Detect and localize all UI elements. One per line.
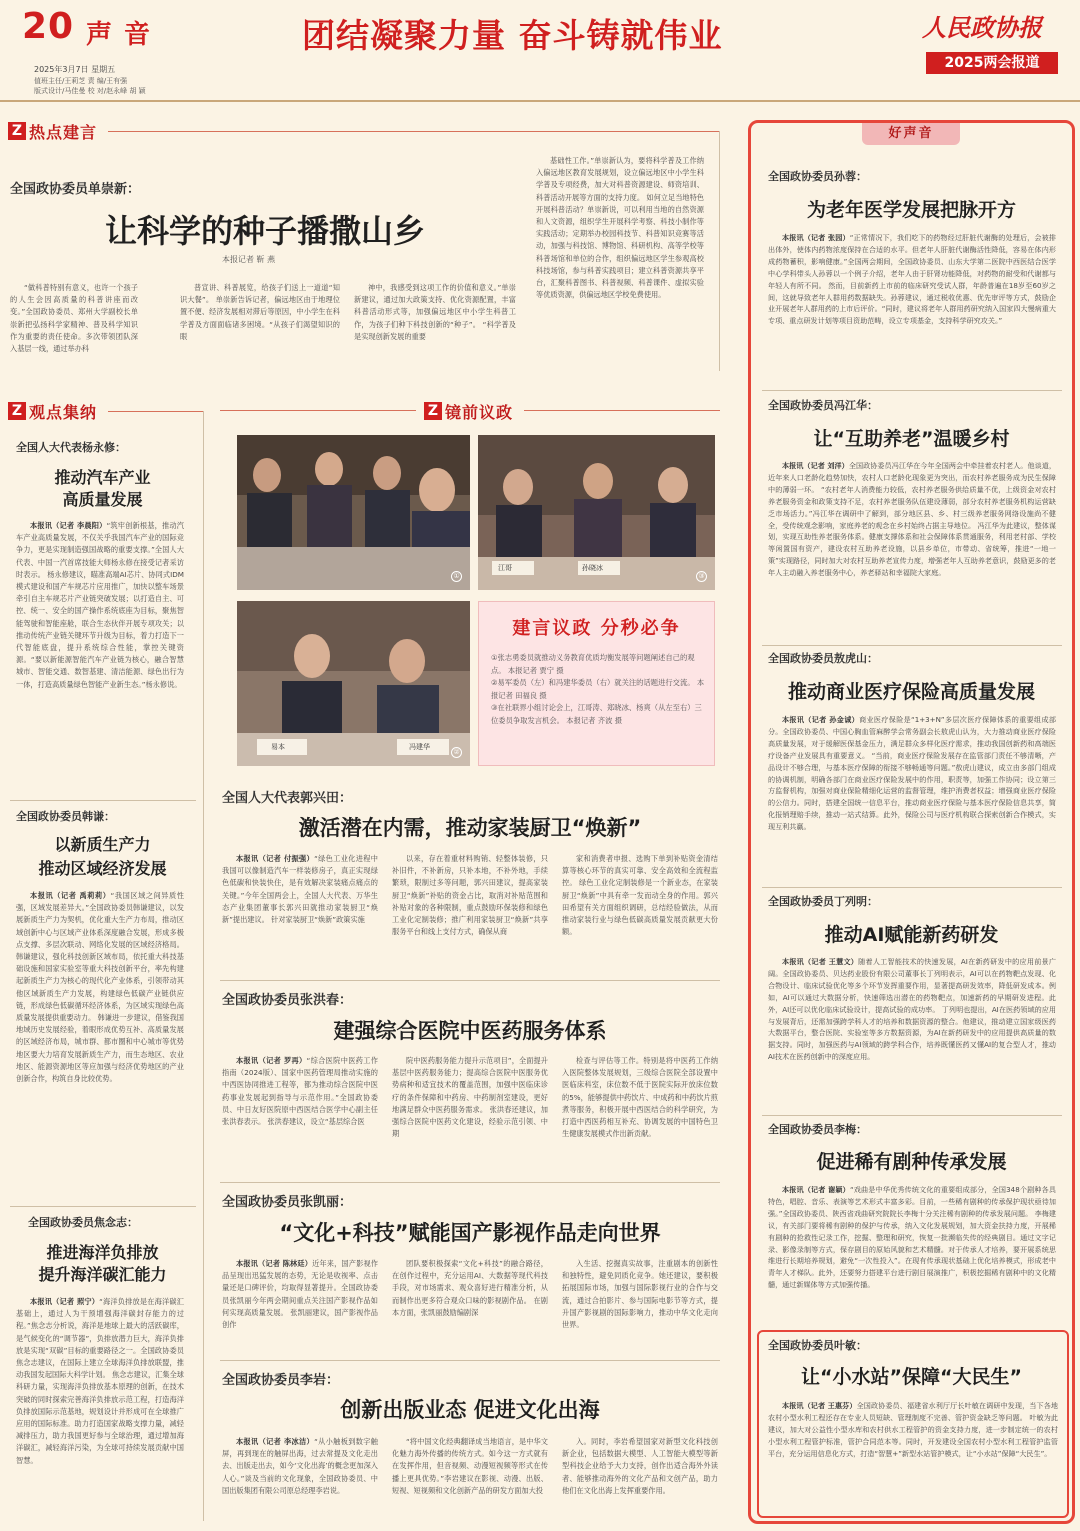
article-kicker: 全国政协委员单崇新： [10, 182, 141, 197]
article-kicker: 全国政协委员李岩： [222, 1373, 340, 1388]
view-byline: 本报讯（记者 李晨阳） [30, 521, 107, 530]
view-divider [10, 800, 196, 801]
meeting-photo [478, 435, 715, 590]
good-voices-tab: 好声音 [862, 123, 960, 145]
view-byline: 本报讯（记者 禹莉莉） [30, 891, 111, 900]
article-column: 基础性工作。”单崇新认为，要将科学普及工作纳入偏远地区教育发展规划，设立偏远地区中小学生科学普及专项经费，加大对科普资源建设、师资培训、科普活动开展等方面的支持力度。 如何立足当地特色开展科普活动？单崇新说，可以利用当地的自然资源和人文资源，组织学生开展科学考察、科技小制作等实践活动；定期举办校园科技节、科普知识竞赛等活动，加强与科技馆、博物馆、科研机构、高等学校等科普场馆和单位的合作，组织偏远地区学生参观高校科技场馆，参与科普实践项目；建立科普资源共享平台，汇聚科普图书、科普视频、科普课件、虚拟实验等优质资源，供偏远地区学校免费使用。 [536, 156, 704, 300]
article-kicker: 全国人大代表郭兴田： [222, 791, 353, 806]
voice-kicker: 全国政协委员叶敏： [768, 1339, 867, 1352]
section-tab-mirror [424, 400, 513, 422]
article-column: 神中，我感受到这项工作的价值和意义。”单崇新建议，通过加大政策支持、优化资源配置，丰富科普活动形式等，加强偏远地区中小学生科普工作，为孩子们种下科技创新的“种子”。 “科学普及是实现创新发展的重要 [354, 283, 516, 341]
staff-line-2: 版式设计/马佳曼 校 对/赵永峰 胡 颖 [34, 87, 146, 95]
caption-title: 建言议政 分秒必争 [512, 618, 681, 639]
section-z-icon: Z [8, 402, 26, 420]
voice-text: 本报讯（记者 王慧文）随着人工智能技术的快速发展，AI在新药研发中的应用前景广阔。全国政协委员、贝达药业股份有限公司董事长丁列明表示，AI可以在药物靶点发现、化合物设计、临床试验优化等多个环节发挥重要作用，显著提高研发效率，降低研发成本。例如，AI可以通过大数据分析，快速筛选出潜在的药物靶点，加速新药的早期研发进程。此外，AI还可以优化临床试验设计，提高试验的成功率。 丁列明也提出，AI在医药领域的应用与发展背后，还需加强跨学科人才的培养和数据资源的整合。他建议，推动建立国家级医药大数据平台，整合医院、实验室等多方数据资源，为AI在新药研发中的应用提供高质量的数据支持。同时，加强医药与AI领域的跨学科合作，培养既懂医药又懂AI的复合型人才，推动AI技术在医药创新中的深度应用。 [768, 957, 1056, 1062]
view-kicker: 全国政协委员焦念志： [28, 1216, 138, 1229]
view-headline: 推进海洋负排放 [46, 1243, 159, 1262]
section-name: 声音 [86, 20, 163, 50]
voice-divider [762, 1115, 1062, 1116]
view-kicker: 全国政协委员韩谦： [16, 810, 115, 823]
voice-byline: 本报讯（记者 刘洋） [782, 461, 849, 470]
voice-headline: 促进稀有剧种传承发展 [816, 1151, 1007, 1173]
voice-kicker: 全国政协委员李梅： [768, 1123, 867, 1136]
article-byline: 本报讯（记者 罗再） [236, 1056, 307, 1065]
meeting-photo [237, 601, 470, 766]
voice-byline: 本报讯（记者 王惠芬） [782, 1401, 857, 1410]
column-divider [203, 411, 204, 1521]
voice-divider [762, 390, 1062, 391]
article-headline: 让科学的种子播撒山乡 [104, 212, 425, 250]
article-byline: 本报讯（记者 陈林廷） [236, 1259, 313, 1268]
voice-byline: 本报讯（记者 王慧文） [782, 957, 859, 966]
article-column: 入。同时，李岩希望国家对新型文化科技创新企业，包括数据大模型、人工智能大模型等新型科技企业给予大力支持，创作出适合海外外读者、能够推动海外的文化产品和文创产品，助力他们在文化出海上发挥重要作用。 [562, 1437, 718, 1495]
article-divider [220, 1182, 720, 1183]
section-frame [719, 131, 720, 371]
meeting-photo [237, 435, 470, 590]
view-byline: 本报讯（记者 照宁） [30, 1297, 100, 1306]
voice-divider [762, 645, 1062, 646]
staff-line-1: 值班主任/王莉芝 责 编/王有强 [34, 77, 128, 85]
article-column: 团队要积极探索“文化+科技”的融合路径，在创作过程中，充分运用AI、大数据等现代科技手段，对市场需求、观众喜好进行精准分析，从而制作出更多符合观众口味的影视剧作品。 在剧本方面，张凯丽鼓励编剧深 [392, 1259, 548, 1317]
article-headline: 建强综合医院中医药服务体系 [333, 1019, 607, 1043]
voice-headline: 让“小水站”保障“大民生” [801, 1366, 1022, 1388]
voice-headline: 推动商业医疗保险高质量发展 [787, 681, 1035, 703]
view-headline: 以新质生产力 [54, 835, 151, 854]
article-column: 本报讯（记者 罗再）“综合医院中医药工作指南（2024版）、国家中医药管理局推动实施的中西医协同推进工程等，都为推动综合医院中医药事业发展起到指导与示范作用。”全国政协委员、中日友好医院原中西医结合医学中心副主任张洪春表示。 张洪春建议，设立“基层综合医 [222, 1056, 378, 1127]
article-byline: 本报记者 靳 燕 [222, 255, 276, 264]
voice-byline: 本报讯（记者 谢颖） [782, 1185, 850, 1194]
view-headline: 高质量发展 [62, 490, 143, 509]
view-headline: 提升海洋碳汇能力 [38, 1265, 167, 1284]
voice-headline: 为老年医学发展把脉开方 [806, 199, 1016, 221]
view-kicker: 全国人大代表杨永修： [16, 441, 126, 454]
voice-byline: 本报讯（记者 张园） [782, 233, 850, 242]
section-rule [108, 411, 204, 412]
caption-text: ①张志勇委员就推动义务教育优质均衡发展等问题阐述自己的观点。 本报记者 贾宁 摄 ②易军委员（左）和冯建华委员（右）就关注的话题进行交流。 本报记者 田福良 摄 ③在社联界小组讨论会上，江哥涛、郑晓冰、杨爽（从左至右）三位委员争取发言机会。 本报记者 齐波 摄 [491, 653, 705, 725]
view-text: 本报讯（记者 禹莉莉）“我国区域之间异质性强，区域发展差异大。”全国政协委员韩谦建议，以发展新质生产力为契机，优化重大生产力布局，推动区域创新中心与区域产业体系深度融合发展，形成多极点支撑、多层次联动、网络化发展的区域经济格局。 韩谦建议，强化科技创新区域布局，依托重大科技基础设施和国家实验室等重大科技创新平台，率先构建起新质生产力为核心的现代化产业体系，引领带动其他区域新质生产力发展，构建绿色低碳产业链供应链，形成绿色低碳循环经济体系，为区域实现绿色高质量发展提供重要动力。 韩谦进一步建议，借鉴我国地域历史发展经验，着眼形成优势互补、高质量发展的区域经济布局，城市群、都市圈和中心城市等优势地区要大力培育发展新质生产力，而生态地区、农业地区、能源资源地区等应加强与经济优势地区的产业创新合作，构筑自身比较优势。 [16, 891, 184, 1084]
article-column: “将中国文化经典翻译成当地语言，是中华文化魅力海外传播的传统方式。如今这一方式就有在发挥作用，但音视频、动漫短视频等形式在传播上更具优势。”李岩建议在影视、动漫、出版、短视、短视频和文化创新产品的研发方面加大投 [392, 1437, 548, 1495]
voice-headline: 推动AI赋能新药研发 [824, 924, 999, 946]
section-rule [220, 410, 416, 411]
voice-headline: 让“互助养老”温暖乡村 [813, 428, 1010, 450]
section-z-icon: Z [424, 402, 442, 420]
name-card: 孙晓冰 [582, 564, 603, 572]
article-column: 入生活、挖掘真实故事，注重剧本的创新性和独特性，避免同质化竞争。她还建议，要积极拓展国际市场，加强与国际影视行业的合作与交流，通过合拍影片、参与国际电影节等方式，提升国产影视剧的国际影响力，推动中华文化走向世界。 [562, 1259, 718, 1330]
name-card: 易本 [271, 743, 285, 751]
section-tab-hot [8, 120, 97, 142]
view-text: 本报讯（记者 照宁）“海洋负排放是在海洋碳汇基础上，通过人为干预增强海洋碳封存能力的过程。”焦念志分析说，海洋是地球上最大的活跃碳库，是气候变化的“调节器”，负排放潜力巨大，海洋负排放是实现“双碳”目标的重要路径之一。全国政协委员焦念志建议，在国际上建立全球海洋负排放联盟，推动我国发起国际大科学计划。 焦念志建议，汇集全球科研力量，实现海洋负排放基本原理的创新，在技术突破的同时探索完善海洋负排放示范工程，打造海洋负排放国际示范基地，规划设计并形成可在全球推广应用的国际标准。助力打造国家战略支撑力量，减轻减排压力，助力我国更好参与全球治理，通过增加海洋碳汇，减轻海洋污染，为全球可持续发展贡献中国智慧。 [16, 1297, 184, 1465]
view-divider [10, 1206, 196, 1207]
article-column: 本报讯（记者 付振强）“绿色工业化进程中我国可以像制造汽车一样装修房子，真正实现绿色低碳和快装快住，是有效解决家装痛点痛点的关键。”今年全国两会上，全国人大代表、万华生态产业集团董事长郭兴田就推动家装厨卫“焕新”提出建议。 针对家装厨卫“焕新”政策实施 [222, 854, 378, 925]
view-headline: 推动区域经济发展 [38, 859, 167, 878]
article-kicker: 全国政协委员张凯丽： [222, 1195, 353, 1210]
section-label: 热点建言 [29, 122, 98, 142]
article-divider [220, 1360, 720, 1361]
voice-kicker: 全国政协委员孙蓉： [768, 170, 867, 183]
section-label: 镜前议政 [445, 402, 514, 422]
page-number: 20 [22, 6, 75, 47]
newspaper-logo: 人民政协报 [922, 13, 1042, 42]
masthead-divider [0, 100, 1080, 102]
voice-text: 本报讯（记者 孙金诚）商业医疗保险是“1+3+N”多层次医疗保障体系的重要组成部分。全国政协委员、中国心胸血管麻醉学会常务副会长敖虎山认为，大力推动商业医疗保险高质量发展，对于缓解医保基金压力，满足群众多样化医疗需求，推动我国创新药和高端医疗设备产业发展具有重要意义。 “当前，商业医疗保险发展存在监管部门责任不够清晰，产品设计不够合理，与基本医疗保障的衔接不够畅通等问题。”敖虎山建议，成立由多部门组成的协调机制，明确各部门在商业医疗保险发展中的作用，职责等，加强工作协同；设立第三方监督机构，加强对商业保险精细化运营的监督管理，维护消费者权益；增强商业医疗保险的公信力。同时，搭建全国统一信息平台，推动商业医疗保险与基本医疗保险信息共享，简化报销理赔手续，推动一站式结算。此外，保险公司与医疗机构联合探索创新合作模式，实现互利共赢。 [768, 715, 1056, 832]
voice-byline: 本报讯（记者 孙金诚） [782, 715, 860, 724]
photo-caption-box [478, 601, 715, 766]
section-z-icon: Z [8, 122, 26, 140]
name-card: 冯建华 [409, 743, 430, 751]
article-column: 检查与评估等工作。特别是将中医药工作纳入医院整体发展规划，三级综合医院全部设置中医临床科室，床位数不低于医院实际开放床位数的5%，能够提供中药饮片、中成药和中药饮片煎煮等服务，积极开展中西医结合的科学研究，为打造中西医药相互补充、协调发展的中国特色卫生健康发展模式作出新贡献。 [562, 1056, 718, 1139]
section-label: 观点集纳 [29, 402, 98, 422]
masthead [0, 0, 1080, 100]
voice-text: 本报讯（记者 刘洋）全国政协委员冯江华在今年全国两会中牵挂着农村老人。他谈道，近年来人口老龄化趋势加快，农村人口老龄化现象更为突出，而农村养老服务成为民生保障中的薄弱一环。 “农村老年人消费能力较低，农村养老服务供给质量不优，上级资金对农村养老服务资金和政策支持不足，农村养老服务队伍建设薄弱，部分农村养老服务机构运营缺乏市场活力。”冯江华在调研中了解到，部分地区县、乡、村三级养老服务网络设施尚不健全，受传统观念影响，家庭养老的观念在乡村始终占据主导地位。 冯江华为此建议，整体谋划，实现互助性养老服务体系。健康支撑体系和社会保障体系贯通服务，利用老村部、学校等闲置国有资产，建设农村互助养老设施，以县乡单位，市带动、省统筹，推进“一地一策”实现路径，同时加大对农村互助养老宣传力度，增强老年人互助养老意识，鼓励更多的老年人主动融入养老服务中心，养老驿站和幸福院大家庭。 [768, 461, 1056, 578]
article-column: 院中医药服务能力提升示范项目”，全面提升基层中医药服务能力；提高综合医院中医服务优势病种和适宜技术的覆盖范围，加强中医临床诊疗的条件保障和中药房、中药制剂室建设，更好地满足群众中医药服务需求。 张洪春还建议，加强综合医院中医药文化建设，经验示范引领、中期 [392, 1056, 548, 1139]
article-kicker: 全国政协委员张洪春： [222, 993, 353, 1008]
voice-text: 本报讯（记者 张园）“正常情况下，我们吃下的药物经过肝脏代谢酶的处理后，会被排出体外，使体内药物浓度保持在合适的水平。但老年人肝脏代谢酶活性降低，容易在体内形成药物蓄积，影响健康。”全国两会期间，全国政协委员、山东大学第二医院中西医结合医学中心学科带头人孙蓉以一个例子介绍，老年人由于肝肾功能降低，对药物的耐受和代谢都与年轻人有所不同。 然而，目前新药上市前的临床研究受试人群，年龄普遍在18岁至60岁之间，这就导致老年人群用药数据缺失。孙蓉建议，通过税收优惠、优先审评等方式，鼓励企业开展老年人群用药的上市后评价。“同时，建议将老年人群用药研究纳入国家四大慢病重大专项、重点研发计划等项目资助范畴，设立专项基金，支持科学研究攻关。” [768, 233, 1056, 326]
session-badge: 2025两会报道 [926, 52, 1058, 74]
photo-number: ① [451, 571, 462, 582]
article-column: 家和消费者申报、选购下单到补贴资金清结算等核心环节的真实可靠、安全高效和全流程监控。 绿色工业化定制装修是一个新业态，在家装厨卫“焕新”中具有牵一发而动全身的作用。郭兴田希望有关方面组织调研，总结经验做法，从而推动家装行业与绿色低碳高质量发展贡献更大份额。 [562, 854, 718, 937]
article-column: 本报讯（记者 陈林廷）近年来，国产影视作品呈现出迅猛发展的态势，无论是收视率、点击量还是口碑评价，均取得显著提升。全国政协委员张凯丽今年两会期间重点关注国产影视作品如何实现高质量发展。 张凯丽建议，国产影视作品创作 [222, 1259, 378, 1330]
voice-kicker: 全国政协委员冯江华： [768, 399, 878, 412]
view-headline: 推动汽车产业 [54, 468, 151, 487]
article-column: “做科普特别有意义，也许一个孩子的人生会因高质量的科普讲座而改变。”全国政协委员、郑州大学副校长单崇新把弘扬科学家精神、普及科学知识作为重要的责任使命。多次带领团队深入基层一线，通过举办科 [10, 283, 138, 354]
voice-text: 本报讯（记者 王惠芬）全国政协委员、福建省水利厅厅长叶敏在调研中发现，当下各地农村小型水利工程还存在专业人员短缺、管理制度不完善、管护资金缺乏等问题。 叶敏为此建议，加大对公益性小型水库和农村供水工程管护的资金支持力度，进一步制定统一的农村小型水利工程管护标准，管护合同范本等。同时，开发建设全国农村小型水利工程管护监管平台，充分运用信息化方式，打造“智慧+”新型水站管护模式，让“小水站”保障“大民生”。 [768, 1401, 1058, 1458]
voice-divider [762, 887, 1062, 888]
section-tab-views [8, 400, 97, 422]
article-headline: “文化+科技”赋能国产影视作品走向世界 [279, 1221, 661, 1245]
article-column: 普宣讲、科普展览，给孩子们送上一道道“知识大餐”。 单崇新告诉记者，偏远地区由于地理位置不便、经济发展相对滞后等原因，中小学生在科学普及方面面临诸多困境。“从孩子们渴望知识的眼 [180, 283, 340, 341]
voice-kicker: 全国政协委员敖虎山： [768, 652, 878, 665]
article-headline: 激活潜在内需，推动家装厨卫“焕新” [298, 816, 642, 840]
photo-number: ② [451, 747, 462, 758]
article-byline: 本报讯（记者 付振强） [236, 854, 315, 863]
voice-kicker: 全国政协委员丁列明： [768, 895, 878, 908]
name-card: 江哥 [498, 564, 512, 572]
article-divider [220, 980, 720, 981]
article-column: 以来，存在着重材料购销、轻整体装修，只补旧件，不补新房，只补本地，不补外地，手续繁琐，限制过多等问题，郭兴田建议，提高家装厨卫“焕新”补贴的资金占比，取消对补贴范围和补贴对象的各种限制，重点鼓励环保装修和绿色工业化定制装修；推广利用家装厨卫“焕新”共享服务平台和线上支付方式，确保从商 [392, 854, 548, 937]
page-slogan: 团结凝聚力量 奋斗铸就伟业 [302, 16, 723, 55]
voice-text: 本报讯（记者 谢颖）“戏曲是中华优秀传统文化的重要组成部分，全国348个剧种各具特色，唱腔、音乐、表演等艺术形式丰富多彩。目前，一些稀有剧种的传承保护现状亟待加强。”全国政协委员、陕西省戏曲研究院院长李梅十分关注稀有剧种的传承发展问题。 李梅建议，有关部门要将稀有剧种的保护与传承，纳入文化发展规划，加大资金扶持力度，开展稀有剧种的抢救性记录工作，挖掘、整理和研究，恢复一批濒临失传的经典剧目。通过文字记录、影像录制等方式，保存剧目的原始风貌和艺术精髓。对于传承人才培养，要开展系统思维进行长期培养规划，避免“一次性投入”。在现有传承现状基础上优化培养模式，形成老中青年人才梯队。此外，还要努力搭建平台进行剧目展演推广，积极挖掘稀有剧种中的文化精髓，通过新媒体等方式加强传播。 [768, 1185, 1056, 1290]
section-rule [108, 131, 720, 132]
photo-number: ③ [696, 571, 707, 582]
article-byline: 本报讯（记者 李冰洁） [236, 1437, 315, 1446]
article-column: 本报讯（记者 李冰洁）“从小触板到数字触屏，再到现在的触屏出海，过去常提及文化走出去、出版走出去，如今‘文化出海’的概念更加深入人心。”谈及当前的文化现象，全国政协委员、中国出版集团有限公司原总经理李岩说。 [222, 1437, 378, 1495]
article-headline: 创新出版业态 促进文化出海 [340, 1398, 600, 1422]
issue-date: 2025年3月7日 星期五 [34, 65, 116, 74]
section-rule [524, 410, 720, 411]
view-text: 本报讯（记者 李晨阳）“筑牢创新根基，推动汽车产业高质量发展，不仅关乎我国汽车产业的国际竞争力，更是实现制造强国战略的重要支撑。”全国人大代表、中国一汽首席技能大师杨永修在接受记者采访时表示。 杨永修建议，瞄准高端AI芯片、协同式IDM模式建设和国产车规芯片应用推广，加快以整车场景牵引自主车规芯片产业链突破发展；以打造自主、可控、统一、安全的国产操作系统底座为目标，聚焦智能驾驶和智能座舱，联合生态伙伴开展专项攻关；以推动传统产业链关键环节升级为目标，着力打造下一代智能底盘，提升系统综合性能，掌控关键资源。“要以新能源智能汽车产业链为核心，融合智慧城市、智能交通、数智基建、清洁能源、绿色出行为一体，打造高质量绿色智能产业新生态。”杨永修说。 [16, 521, 184, 689]
